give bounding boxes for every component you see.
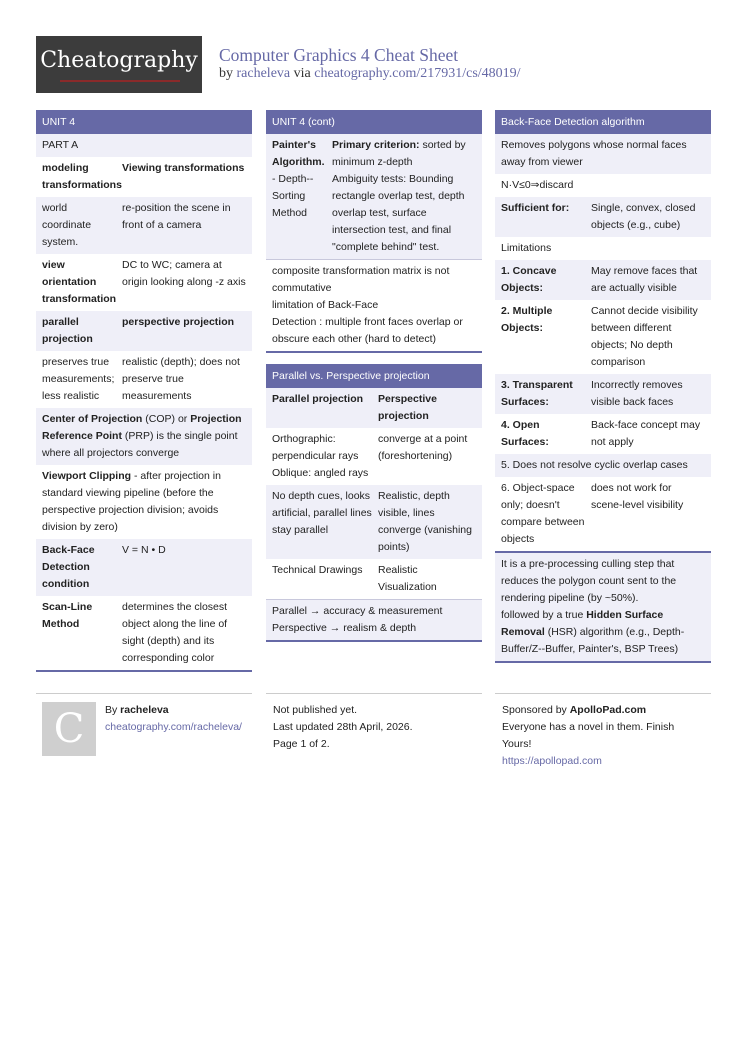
row-key: No depth cues, looks artificial, parallel lines stay parallel <box>272 490 372 536</box>
published-status: Not published yet. <box>273 704 358 716</box>
row-value: Single, convex, closed objects (e.g., cube) <box>591 202 696 231</box>
footer-divider <box>36 693 252 694</box>
row-key: Scan-Line Method <box>42 601 93 630</box>
table-head-row <box>266 388 482 428</box>
table-row <box>495 414 711 454</box>
row-key: Sufficient for: <box>501 202 570 214</box>
col-head: Perspective projection <box>378 393 437 422</box>
para-text: followed by a true <box>501 609 587 621</box>
author-profile-link[interactable]: cheatography.com/racheleva/ <box>105 721 242 733</box>
limitations-label: Limitations <box>501 242 552 254</box>
row-key: preserves true measurements; less realistic <box>42 356 115 402</box>
ambiguity-text: Ambiguity tests: Bounding rectangle overlap test, depth overlap test, surface intersection test, and final "complete behind" test. <box>332 173 465 253</box>
footer-divider <box>495 693 711 694</box>
notes-block <box>266 259 482 351</box>
sponsor-prefix: Sponsored by <box>502 704 570 716</box>
table-row <box>495 197 711 237</box>
box-header: UNIT 4 <box>36 110 252 134</box>
column-2 <box>266 110 482 653</box>
row-value: Realistic, depth visible, lines converge (vanishing points) <box>378 490 472 553</box>
row-value: converge at a point (foreshortening) <box>378 433 468 462</box>
row-key: 1. Concave Objects: <box>501 265 557 294</box>
cop-text: (COP) or <box>142 413 191 425</box>
footer-sponsor <box>502 702 702 770</box>
sheet-url-link[interactable]: cheatography.com/217931/cs/48019/ <box>314 66 521 81</box>
table-row <box>495 374 711 414</box>
cop-term: Center of Projection <box>42 413 143 425</box>
cop-note <box>36 408 252 465</box>
projection-box <box>266 364 482 642</box>
avatar[interactable] <box>42 702 96 756</box>
painter-term: Painter's Algorithm. <box>272 139 325 168</box>
row-key: Technical Drawings <box>272 564 363 576</box>
footer-divider <box>266 693 482 694</box>
row-key <box>272 431 378 482</box>
table-row <box>266 559 482 599</box>
byline <box>219 66 521 82</box>
row-value: re-position the scene in front of a camera <box>122 202 231 231</box>
prp-text: (PRP) is the single point where all projectors converge <box>42 430 238 459</box>
unit4-cont-box <box>266 110 482 353</box>
table-row <box>495 477 711 551</box>
summary-paragraph <box>495 551 711 661</box>
last-updated: Last updated 28th April, 2026. <box>273 721 413 733</box>
cyclic-overlap-note: 5. Does not resolve cyclic overlap cases <box>495 454 711 477</box>
row-key: world coordinate system. <box>42 202 92 248</box>
row-value: Realistic Visualization <box>378 564 437 593</box>
row-value: perspective projection <box>122 316 235 328</box>
byline-via: via <box>290 66 315 81</box>
col-head: Parallel projection <box>272 393 364 405</box>
oblique-text: Oblique: angled rays <box>272 467 369 479</box>
backface-box <box>495 110 711 663</box>
intro-text: Removes polygons whose normal faces away from viewer <box>495 134 711 174</box>
sponsor-url-link[interactable]: https://apollopad.com <box>502 755 602 767</box>
box-header: Back-Face Detection algorithm <box>495 110 711 134</box>
hsr-term: Hidden Surface Removal <box>501 609 664 638</box>
byline-by: by <box>219 66 237 81</box>
table-row <box>495 300 711 374</box>
summary-line: Parallel → accuracy & measurement <box>272 605 443 617</box>
logo-text: Cheatography <box>40 48 198 73</box>
row-value: does not work for scene-level visibility <box>591 482 684 511</box>
paragraph <box>501 607 705 658</box>
row-value: Viewing transformations <box>122 162 245 174</box>
row-key: view orientation transformation <box>42 259 117 305</box>
table-row <box>266 485 482 559</box>
viewport-clipping-note <box>36 465 252 539</box>
row-key: 3. Transparent Surfaces: <box>501 379 573 408</box>
vc-text: - after projection in standard viewing pipeline (before the perspective projection division; avoids division by zero) <box>42 470 221 533</box>
row-key: 4. Open Surfaces: <box>501 419 549 448</box>
summary-block <box>266 599 482 640</box>
column-3 <box>495 110 711 674</box>
logo-underline <box>60 80 180 82</box>
sheet-title: Computer Graphics 4 Cheat Sheet <box>219 45 459 65</box>
row-key <box>272 137 332 256</box>
table-row <box>266 134 482 259</box>
prp-term: Projection Reference Point <box>42 413 242 442</box>
ortho-text: Orthographic: perpendicular rays <box>272 433 359 462</box>
box-header: Parallel vs. Perspective projection <box>266 364 482 388</box>
footer-publish-info <box>273 702 413 753</box>
sponsor-tagline: Everyone has a novel in them. Finish Yours! <box>502 721 675 750</box>
sponsor-link[interactable]: ApolloPad.com <box>569 704 647 716</box>
condition-text: N·V≤0⇒discard <box>501 179 574 191</box>
footer-author-name[interactable]: racheleva <box>120 704 169 716</box>
table-row <box>36 351 252 408</box>
row-value <box>332 137 476 256</box>
table-row <box>36 311 252 351</box>
note: limitation of Back-Face <box>272 299 379 311</box>
page-number: Page 1 of 2. <box>273 738 330 750</box>
row-key: 2. Multiple Objects: <box>501 305 553 334</box>
row-key: parallel projection <box>42 316 93 345</box>
criterion-term: Primary criterion: <box>332 139 420 151</box>
table-row <box>36 157 252 197</box>
row-value: realistic (depth); does not preserve true measurements <box>122 356 240 402</box>
table-row <box>36 254 252 311</box>
table-row <box>36 197 252 254</box>
row-value: Back-face concept may not apply <box>591 419 701 448</box>
part-label: PART A <box>36 134 252 157</box>
summary-line: Perspective → realism & depth <box>272 622 417 634</box>
note: composite transformation matrix is not commutative <box>272 265 450 294</box>
row-value: determines the closest object along the line of sight (depth) and its corresponding color <box>122 601 228 664</box>
table-row <box>36 539 252 596</box>
table-row <box>495 260 711 300</box>
row-value: V = N • D <box>122 544 166 556</box>
row-key: 6. Object-space only; doesn't compare between objects <box>501 482 585 545</box>
box-header: UNIT 4 (cont) <box>266 110 482 134</box>
unit4-box <box>36 110 252 672</box>
cheatography-logo[interactable] <box>36 36 202 93</box>
footer-author <box>105 702 242 736</box>
row-value: DC to WC; camera at origin looking along -z axis <box>122 259 246 288</box>
vc-term: Viewport Clipping <box>42 470 132 482</box>
row-key: modeling transformations <box>42 162 122 191</box>
avatar-letter: C <box>53 706 85 752</box>
row-value: Incorrectly removes visible back faces <box>591 379 683 408</box>
note: Detection : multiple front faces overlap or obscure each other (hard to detect) <box>272 316 463 345</box>
table-row <box>266 428 482 485</box>
painter-subterm: - Depth--Sorting Method <box>272 173 314 219</box>
paragraph: It is a pre-processing culling step that reduces the polygon count sent to the rendering pipeline (by ~50%). <box>501 558 677 604</box>
author-link[interactable]: racheleva <box>236 66 291 81</box>
row-value: May remove faces that are actually visible <box>591 265 698 294</box>
row-value: Cannot decide visibility between different objects; No depth comparison <box>591 305 698 368</box>
row-key: Back-Face Detection condition <box>42 544 95 590</box>
para-text: (HSR) algorithm (e.g., Depth-Buffer/Z--Buffer, Painter's, BSP Trees) <box>501 626 685 655</box>
criterion-text: sorted by minimum z-depth <box>332 139 466 168</box>
footer-by: By <box>105 704 121 716</box>
table-row <box>36 596 252 670</box>
column-1 <box>36 110 252 683</box>
